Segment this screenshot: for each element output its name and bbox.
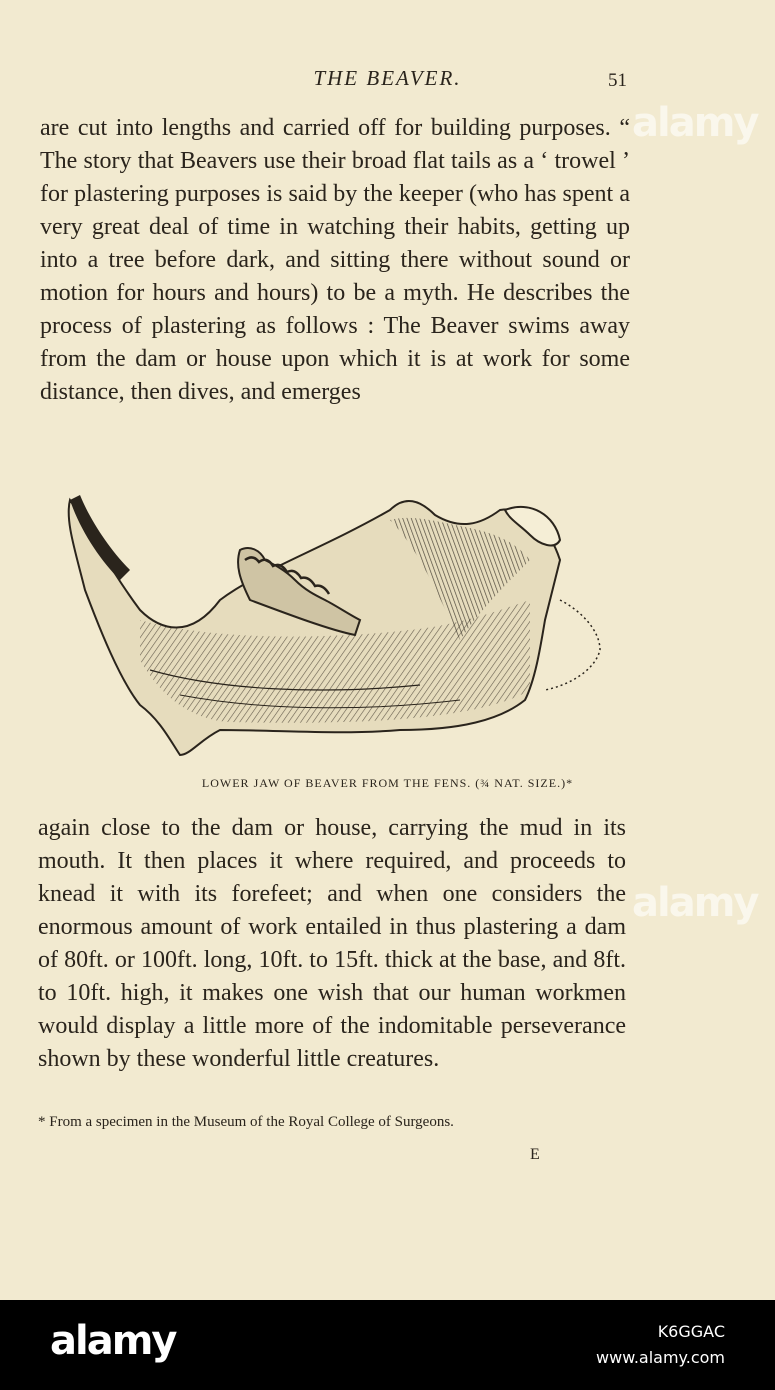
signature-mark: E <box>530 1146 540 1163</box>
paragraph-top: are cut into lengths and carried off for building purposes. “ The story that Beavers use their broad flat tails as a ‘ trowel ’ for plastering purposes is said by the keeper (who has spent a very great deal of time in watching their habits, getting up into a tree before dark, and sitting there without sound or motion for hours and hours) to be a myth. He describes the process of plastering as follows : The Beaver swims away from the dam or house upon which it is at work for some distance, then dives, and emerges <box>40 115 630 405</box>
running-title: THE BEAVER. <box>313 66 462 90</box>
beaver-jaw-illustration <box>60 490 605 760</box>
paragraph-bottom: again close to the dam or house, carrying the mud in its mouth. It then places it where required, and proceeds to knead it with its forefeet; and when one considers the enormous amount of work entailed in thus plastering a dam of 80ft. or 100ft. long, 10ft. to 15ft. thick at the base, and 8ft. to 10ft. high, it makes one wish that our human workmen would display a little more of the indomitable perseverance shown by these wonderful little creatures. <box>38 815 626 1072</box>
alamy-logo: alamy <box>50 1318 176 1364</box>
image-code: K6GGAC <box>657 1322 725 1341</box>
page-number: 51 <box>608 70 627 91</box>
watermark-site: www.alamy.com <box>596 1348 725 1367</box>
figure-caption: LOWER JAW OF BEAVER FROM THE FENS. (¾ NAT. SIZE.)* <box>201 776 574 790</box>
footnote: * From a specimen in the Museum of the Royal College of Surgeons. <box>38 1114 454 1130</box>
watermark-overlay: alamy <box>632 100 758 146</box>
watermark-overlay: alamy <box>632 880 758 926</box>
